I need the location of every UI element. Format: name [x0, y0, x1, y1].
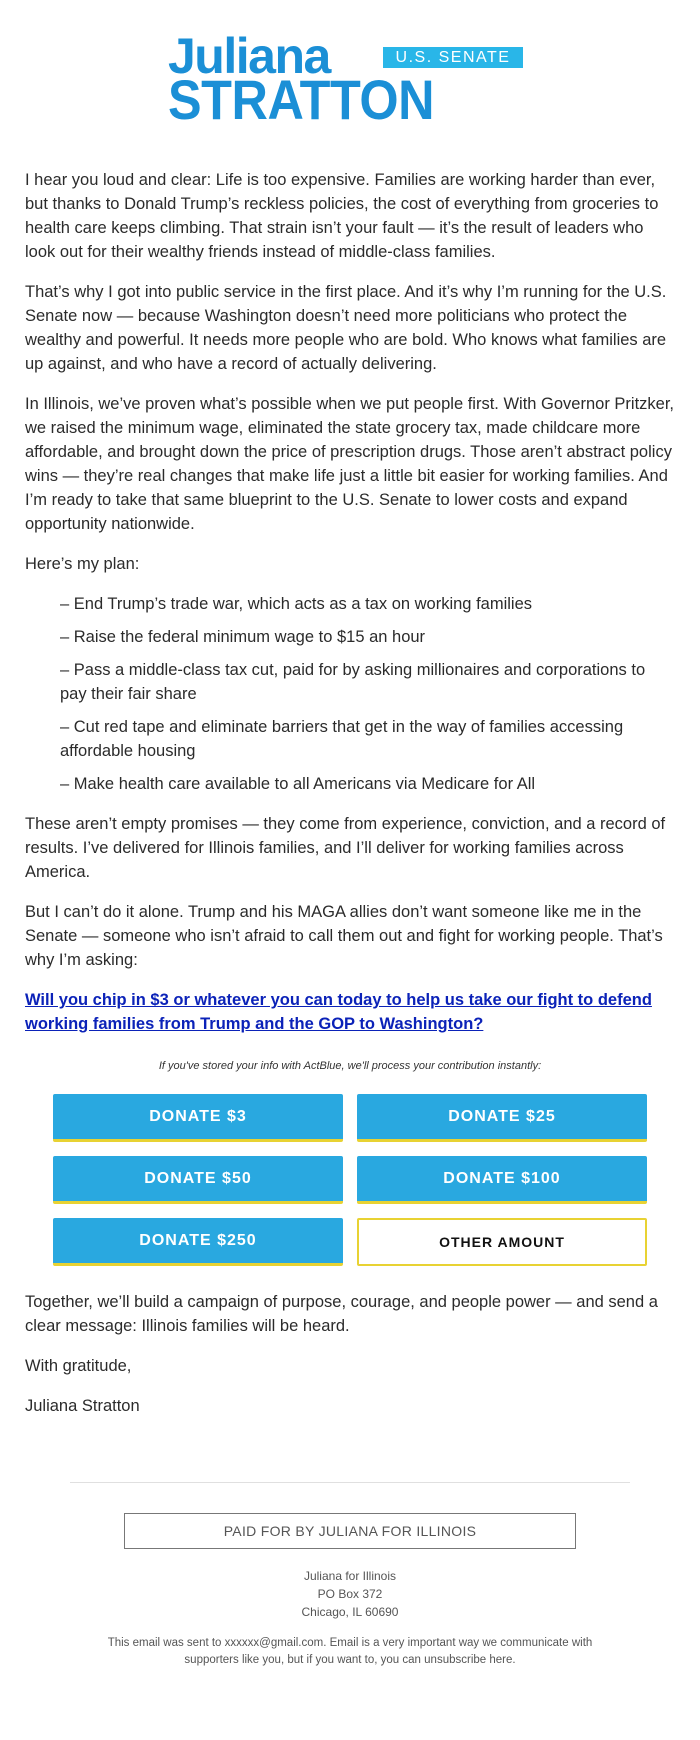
- mailing-address: [0, 1567, 700, 1621]
- plan-item: – Cut red tape and eliminate barriers that get in the way of families accessing affordable housing: [60, 715, 675, 763]
- donate-25-button[interactable]: DONATE $25: [357, 1094, 647, 1142]
- actblue-note: If you've stored your info with ActBlue, we'll process your contribution instantly:: [158, 1060, 542, 1072]
- paragraph-promises: These aren’t empty promises — they come from experience, conviction, and a record of results. I’ve delivered for Illinois families, and I’ll deliver for working families across America.: [25, 815, 666, 881]
- email-container: [0, 28, 700, 1669]
- closing-paragraph: Together, we’ll build a campaign of purpose, courage, and people power — and send a clear message: Illinois families will be heard.: [25, 1293, 658, 1335]
- donate-50-button[interactable]: DONATE $50: [53, 1156, 343, 1204]
- campaign-logo[interactable]: [168, 28, 528, 131]
- closing-section: [0, 1266, 700, 1418]
- donate-250-button[interactable]: DONATE $250: [53, 1218, 343, 1266]
- logo-first-name: Juliana: [168, 28, 330, 84]
- donate-100-button[interactable]: DONATE $100: [357, 1156, 647, 1204]
- paragraph-3: In Illinois, we’ve proven what’s possible when we put people first. With Governor Pritzker, we raised the minimum wage, eliminated the state grocery tax, made childcare more affordable, and brought down the price of prescription drugs. Those aren’t abstract policy wins — they’re real changes that make life just a little bit easier for working families. And I’m ready to take that same blueprint to the U.S. Senate to lower costs and expand opportunity nationwide.: [25, 395, 674, 533]
- other-amount-button[interactable]: OTHER AMOUNT: [357, 1218, 647, 1266]
- paid-for-disclaimer: PAID FOR BY JULIANA FOR ILLINOIS: [124, 1513, 576, 1549]
- recipient-email: xxxxxx@gmail.com: [224, 1637, 324, 1649]
- paragraph-2: That’s why I got into public service in the first place. And it’s why I’m running for the U.S. Senate now — because Washington doesn’t need more politicians who protect the wealthy and powerful. It needs more people who are bold. Who knows what families are up against, and who have a record of actually delivering.: [25, 283, 667, 373]
- city-line: Chicago, IL 60690: [301, 1605, 399, 1619]
- paragraph-ask: But I can’t do it alone. Trump and his MAGA allies don’t want someone like me in the Senate — someone who isn’t afraid to call them out and fight for working people. That’s why I’m asking:: [25, 903, 663, 969]
- logo-last-name: STRATTON: [168, 68, 435, 131]
- email-footnote: [90, 1635, 610, 1669]
- signoff: With gratitude,: [25, 1357, 132, 1375]
- org-name: Juliana for Illinois: [303, 1569, 397, 1583]
- footer-divider: [70, 1482, 630, 1483]
- sent-to-suffix: . Email is a very important way we communicate with supporters like you, but if you want to, you can: [184, 1637, 593, 1666]
- unsubscribe-link[interactable]: unsubscribe here.: [424, 1654, 516, 1666]
- paragraph-1: I hear you loud and clear: Life is too expensive. Families are working harder than ever, but thanks to Donald Trump’s reckless policies, the cost of everything from groceries to health care keeps climbing. That strain isn’t your fault — it’s the result of leaders who look out for their wealthy friends instead of middle-class families.: [25, 171, 659, 261]
- plan-intro: Here’s my plan:: [25, 555, 140, 573]
- plan-item: – Raise the federal minimum wage to $15 an hour: [60, 625, 675, 649]
- logo-senate-tag: U.S. SENATE: [383, 47, 523, 68]
- sent-to-prefix: This email was sent to: [107, 1637, 222, 1649]
- plan-list: [25, 592, 675, 796]
- plan-item: – Make health care available to all Americans via Medicare for All: [60, 772, 675, 796]
- signature: Juliana Stratton: [25, 1397, 140, 1415]
- plan-item: – Pass a middle-class tax cut, paid for by asking millionaires and corporations to pay their fair share: [60, 658, 675, 706]
- chip-in-link[interactable]: Will you chip in $3 or whatever you can today to help us take our fight to defend working families from Trump and the GOP to Washington?: [25, 991, 652, 1033]
- po-box: PO Box 372: [317, 1587, 383, 1601]
- plan-item: – End Trump’s trade war, which acts as a tax on working families: [60, 592, 675, 616]
- donate-3-button[interactable]: DONATE $3: [53, 1094, 343, 1142]
- email-body: [0, 128, 700, 1078]
- donate-buttons: [53, 1094, 647, 1266]
